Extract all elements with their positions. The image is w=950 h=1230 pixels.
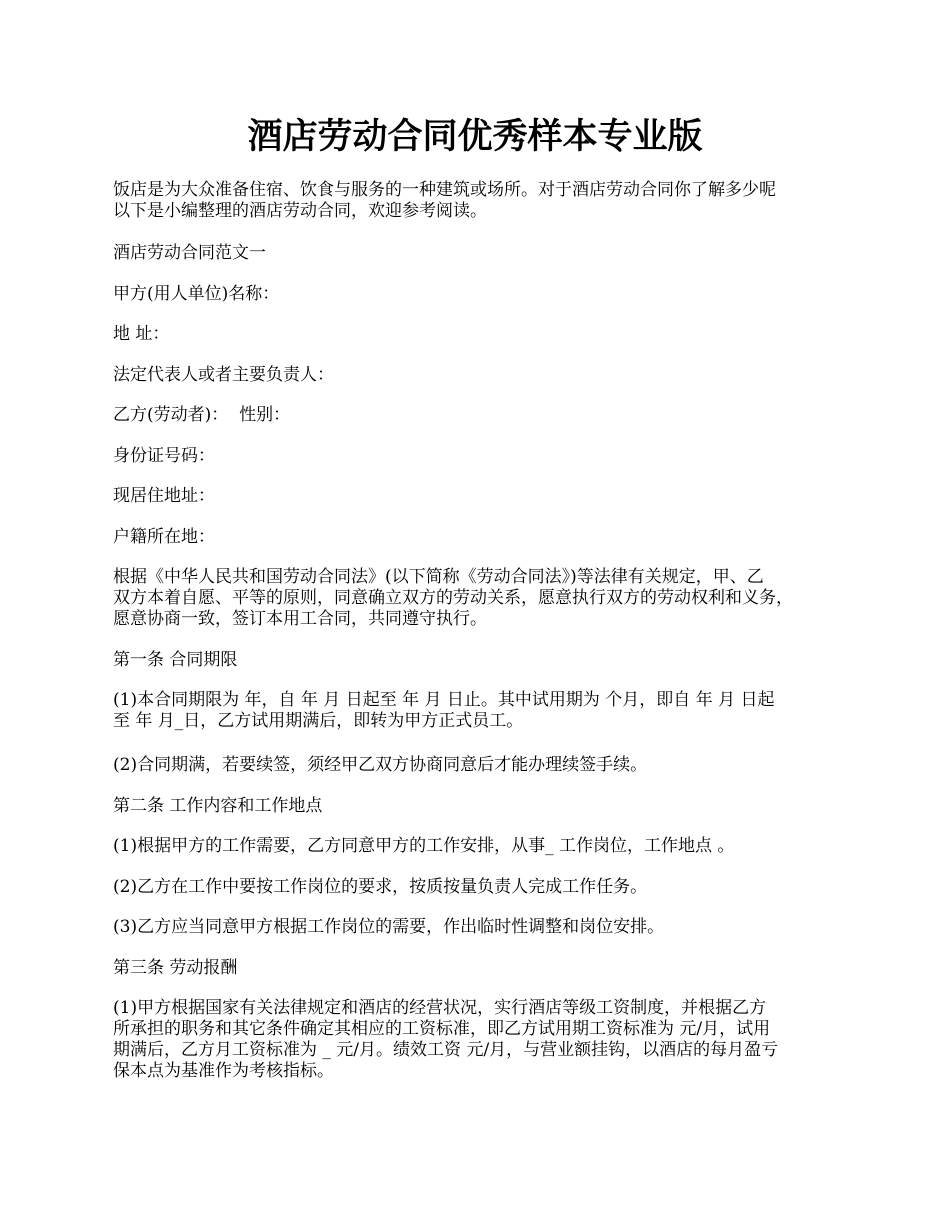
section-heading: 酒店劳动合同范文一: [113, 243, 266, 263]
document-title: 酒店劳动合同优秀样本专业版: [247, 116, 703, 157]
current-address-field: 现居住地址：: [113, 486, 215, 506]
clause-paragraph: (3)乙方应当同意甲方根据工作岗位的需要，作出临时性调整和岗位安排。: [113, 917, 665, 937]
household-registration-field: 户籍所在地：: [113, 527, 215, 547]
legal-representative-field: 法定代表人或者主要负责人：: [113, 365, 334, 385]
intro-paragraph: 饭店是为大众准备住宿、饮食与服务的一种建筑或场所。对于酒店劳动合同你了解多少呢 以下是小编整理的酒店劳动合同，欢迎参考阅读。: [113, 180, 776, 221]
article-heading: 第一条 合同期限: [113, 650, 238, 670]
clause-paragraph: (2)合同期满，若要续签，须经甲乙双方协商同意后才能办理续签手续。: [113, 755, 648, 775]
article-heading: 第三条 劳动报酬: [113, 958, 238, 978]
preamble-paragraph: 根据《中华人民共和国劳动合同法》(以下简称《劳动合同法》)等法律有关规定，甲、乙 双方本着自愿、平等的原则，同意确立双方的劳动关系，愿意执行双方的劳动权利和义务， 愿意协商一致，签订本用工合同，共同遵守执行。: [113, 567, 793, 629]
clause-paragraph: (1)甲方根据国家有关法律规定和酒店的经营状况，实行酒店等级工资制度，并根据乙方 所承担的职务和其它条件确定其相应的工资标准，即乙方试用期工资标准为 元/月，试用 期满后，乙方月工资标准为 _ 元/月。绩效工资 元/月，与营业额挂钩，以酒店的每月盈亏 保本点为基准作为考核指标。: [113, 998, 779, 1081]
clause-paragraph: (2)乙方在工作中要按工作岗位的要求，按质按量负责人完成工作任务。: [113, 877, 648, 897]
article-heading: 第二条 工作内容和工作地点: [113, 796, 323, 816]
party-a-name-field: 甲方(用人单位)名称：: [113, 284, 280, 304]
clause-paragraph: (1)本合同期限为 年，自 年 月 日起至 年 月 日止。其中试用期为 个月，即自 年 月 日起 至 年 月_日，乙方试用期满后，即转为甲方正式员工。: [113, 690, 775, 731]
clause-paragraph: (1)根据甲方的工作需要，乙方同意甲方的工作安排，从事_ 工作岗位，工作地点 。: [113, 836, 735, 856]
id-number-field: 身份证号码：: [113, 446, 215, 466]
address-field: 地 址：: [113, 324, 170, 344]
party-b-field: 乙方(劳动者)： 性别：: [113, 405, 291, 425]
